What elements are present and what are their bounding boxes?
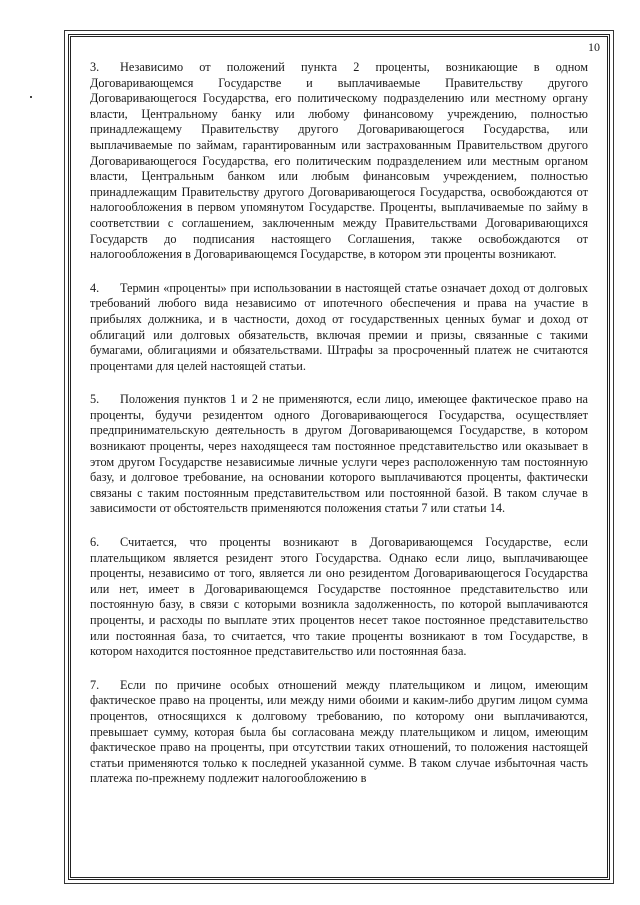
paragraph-text: Независимо от положений пункта 2 проценты, возникающие в одном Договаривающемся Государстве и выплачиваемые Правительству другого Договаривающегося Государства, его политическому подразделению или местному органу власти, Центральному банку или любому финансовому учреждению, полностью принадлежащему Правительству другого Договаривающегося Государства, или выплачиваемые по займам, гарантированным или застрахованным Правительством другого Договаривающегося Государства, его политическим подразделением или местным органом власти, Центральным банком или любым финансовым учреждением, полностью принадлежащим Правительству другого Договаривающегося Государства, освобождаются от налогообложения в первом упомянутом Государстве. Проценты, выплачиваемые по займу в соответствии с соглашением, заключенным между Правительствами Договаривающихся Государств до подписания настоящего Соглашения, также освобождаются от налогообложения в Договаривающемся Государстве, в котором эти проценты возникают. [90, 60, 588, 262]
page-number: 10 [588, 40, 600, 54]
paragraph-number: 3. [90, 60, 100, 74]
paragraph-3 [90, 60, 588, 263]
paragraph-text: Термин «проценты» при использовании в настоящей статье означает доход от долговых требований любого вида независимо от ипотечного обеспечения и права на участие в прибылях должника, и в частности, доход от государственных ценных бумаг и доход от облигаций или долговых обязательств, включая премии и призы, связанные с такими бумагами, облигациями и обязательствами. Штрафы за просроченный платеж не считаются процентами для целей настоящей статьи. [90, 280, 588, 373]
paragraph-6 [90, 535, 588, 660]
paragraph-5 [90, 392, 588, 517]
paragraph-text: Положения пунктов 1 и 2 не применяются, если лицо, имеющее фактическое право на проценты, будучи резидентом одного Договаривающегося Государства, осуществляет предпринимательскую деятельность в другом Договаривающемся Государстве, в котором возникают проценты, через находящееся там постоянное представительство или оказывает в этом другом Государстве независимые личные услуги через расположенную там постоянную базу, и долговое требование, на основании которого выплачиваются проценты, фактически связаны с таким постоянным представительством или постоянной базой. В таком случае в зависимости от обстоятельств применяются положения статьи 7 или статьи 14. [90, 392, 588, 516]
paragraph-number: 6. [90, 535, 100, 550]
paragraph-text: Считается, что проценты возникают в Договаривающемся Государстве, если плательщиком является резидент этого Государства. Однако если лицо, выплачивающее проценты, независимо от того, является ли оно резидентом Договаривающегося Государства или нет, имеет в Договаривающемся Государстве постоянное представительство или постоянную базу, в связи с которыми возникла задолженность, по которой выплачиваются проценты, и расходы по выплате этих процентов несет такое постоянное представительство или постоянная база, то считается, что такие проценты возникают в том Государстве, в котором находится постоянное представительство или постоянная база. [90, 535, 588, 659]
paragraph-number: 7. [90, 677, 100, 692]
scan-artifact-dot [30, 96, 32, 98]
paragraph-7 [90, 678, 588, 787]
document-body [90, 60, 588, 805]
paragraph-text: Если по причине особых отношений между плательщиком и лицом, имеющим фактическое право на проценты, или между ними обоими и каким-либо другим лицом сумма процентов, относящихся к долговому требованию, по которому они выплачиваются, превышает сумму, которая была бы согласована между плательщиком и лицом, имеющим фактическое право на проценты, при отсутствии таких отношений, то положения настоящей статьи применяются только к последней указанной сумме. В таком случае избыточная часть платежа по-прежнему подлежит налогообложению в [90, 677, 588, 786]
paragraph-4 [90, 281, 588, 375]
paragraph-number: 5. [90, 392, 100, 407]
paragraph-number: 4. [90, 280, 100, 295]
